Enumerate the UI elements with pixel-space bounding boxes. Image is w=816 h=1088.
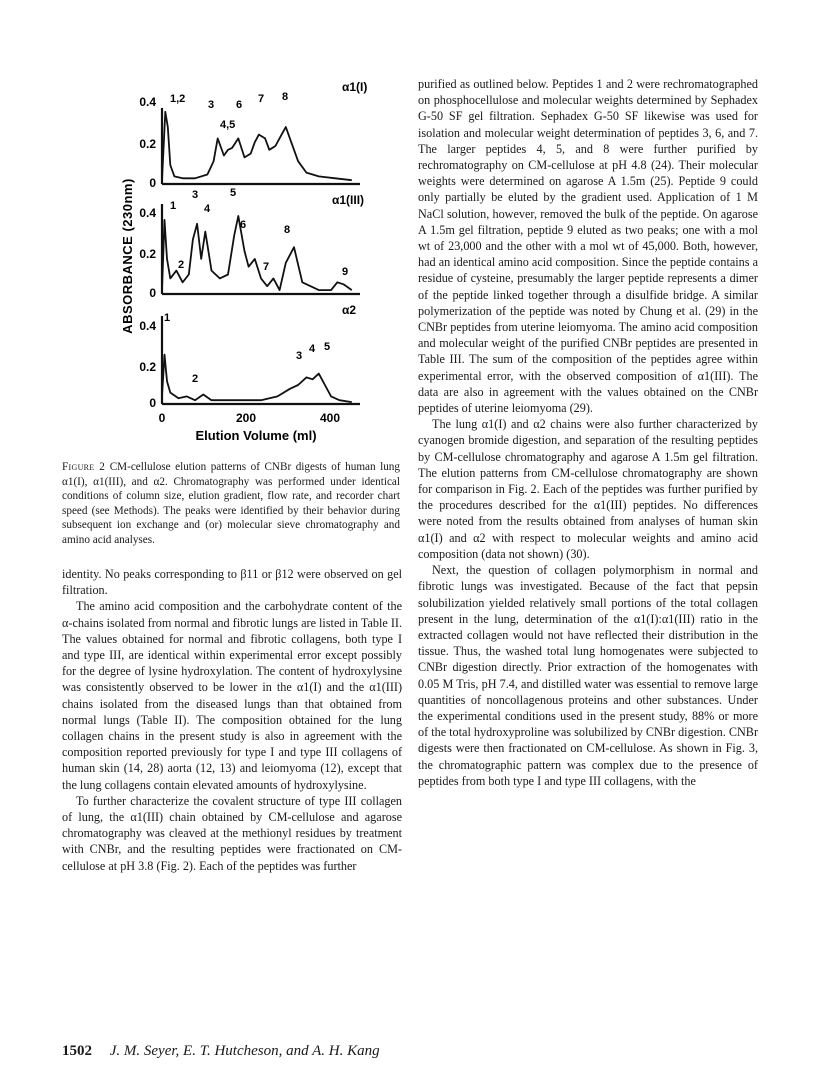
panel2-label: α1(III) (332, 193, 365, 207)
panel2-peak-5: 5 (230, 187, 237, 199)
left-paragraph-3: To further characterize the covalent structure of type III collagen of lung, the α1(III) chain obtained by CM-cellulose and agarose chromatography was cleaved at the methionyl residues by treatment with CNBr, and the resulting peptides were fractionated on CM-cellulose at pH 3.8 (Fig. 2). Each of the peptides was further (62, 793, 402, 873)
series-line-3 (162, 355, 352, 403)
panel1-tick-0.4: 0.4 (139, 95, 156, 109)
panel1-peak-8: 8 (282, 91, 289, 103)
left-paragraph-1: identity. No peaks corresponding to β11 or β12 were observed on gel filtration. (62, 567, 402, 598)
footer-authors: J. M. Seyer, E. T. Hutcheson, and A. H. Kang (109, 1043, 380, 1059)
panel1-tick-0: 0 (149, 176, 156, 190)
panel2-peak-9: 9 (342, 266, 349, 278)
panel3-label: α2 (342, 303, 357, 317)
right-paragraph-1: purified as outlined below. Peptides 1 and 2 were rechromatographed on phosphocellulose and molecular weights determined by Sephadex G-50 SF gel filtration. Sephadex G-50 SF likewise was used for isolation and molecular weight determination of peptides 3, 6, and 7. The larger peptides 4, 5, and 8 were further purified by rechromatography on CM-cellulose at pH 4.8 (24). Their molecular weights were determined on agarose A 1.5m (25). Peptide 9 could only partially be eluted by the gradient used. Application of 1 M NaCl solution, however, removed the bulk of the peptide. On agarose A 1.5m gel filtration, peptide 9 eluted as two peaks; one with a mol wt of 23,000 and the other with a mol wt of 45,000. Both, however, had an identical amino acid composition. Since the peptide contains a residue of cysteine, presumably the larger peptide represents a dimer of the peptide linked together through a disulfide bridge. A similar polymerization of the peptide was noted by Chung et al. (29) in the CNBr peptides from uterine leiomyoma. The amino acid composition and molecular weight of the purified CNBr peptides are presented in Table III. The sum of the composition of the peptides agree within experimental error, with the observed composition of α1(III). The data are also in agreement with the values obtained on the CNBr peptides of uterine leiomyoma (29). (418, 77, 758, 416)
chromatogram-svg (60, 76, 404, 458)
panel2-peak-7: 7 (263, 261, 270, 273)
panel3-peak-4: 4 (309, 343, 316, 355)
panel1-peak-1-2: 1,2 (170, 93, 186, 105)
right-paragraph-3: Next, the question of collagen polymorphism in normal and fibrotic lungs was investigated. Because of the fact that pepsin solubilization yielded relatively small portions of the total collagen present in the lung, determination of the α1(I):α1(III) ratio in the extracted collagen would not have reflected their distribution in the tissue. Thus, the washed total lung homogenates were subjected to CNBr digestion directly. Prior extraction of the homogenates with 0.05 M Tris, pH 7.4, and distilled water was essential to remove large quantities of noncollagenous proteins and other substances. Under the experimental conditions used in the present study, 88% or more of the total hydroxyproline was solubilized by CNBr digestion. CNBr digests were then fractionated on CM-cellulose. As shown in Fig. 3, the chromatographic pattern was complex due to the presence of peptides from both type I and type III collagens, with the (418, 563, 758, 788)
panel2-peak-8: 8 (284, 224, 291, 236)
right-column (418, 76, 758, 789)
panel3-peak-1: 1 (164, 312, 171, 324)
right-paragraph-2: The lung α1(I) and α2 chains were also further characterized by cyanogen bromide digestion, and separation of the resulting peptides by CM-cellulose chromatography and agarose A 1.5m gel filtration. The elution patterns from CM-cellulose chromatography are shown for comparison in Fig. 2. Each of the peptides was further purified by the procedures described for the α1(III) peptides. No differences were noted from the results obtained from analyses of human skin α1(I) and α2 with respect to molecular weights and amino acid composition (data not shown) (30). (418, 417, 758, 561)
panel1-peak-4-5: 4,5 (220, 119, 236, 131)
panel1-peak-6: 6 (236, 99, 243, 111)
panel3-peak-5: 5 (324, 341, 331, 353)
series-line-1 (162, 112, 352, 180)
panel2-tick-0: 0 (149, 286, 156, 300)
panel3-tick-0.2: 0.2 (139, 360, 156, 374)
left-column (62, 566, 402, 874)
panel2-peak-3: 3 (192, 189, 199, 201)
panel2-peak-2: 2 (178, 259, 185, 271)
panel1-label: α1(I) (342, 80, 368, 94)
caption-text: CM-cellulose elution patterns of CNBr digests of human lung α1(I), α1(III), and α2. Chromatography was performed under identical conditions of column size, elution gradient, flow rate, and recorder chart speed (see Methods). The peaks were identified by their behavior during subsequent ion exchange and (or) molecular sieve chromatography and amino acid analyses. (62, 461, 400, 546)
panel3-tick-0.4: 0.4 (139, 319, 156, 333)
panel-alpha1-III (139, 187, 364, 300)
x-tick-400: 400 (319, 411, 341, 425)
panel1-tick-0.2: 0.2 (139, 137, 156, 151)
panel2-peak-6: 6 (240, 219, 247, 231)
left-paragraph-2: The amino acid composition and the carbohydrate content of the α-chains isolated from normal and fibrotic lungs are listed in Table II. The values obtained for normal and fibrotic collagens, both type I and type III, are identical within experimental error except possibly for the degree of lysine hydroxylation. The content of hydroxylysine was consistently observed to be lower in the α1(I) and the α1(III) chains isolated from the diseased lungs than that obtained from normal lungs (Table II). The composition obtained for the lung collagen chains in the present study is also in agreement with the composition reported previously for type I and type III collagens of human skin (14, 28) aorta (12, 13) and leiomyoma (12), except that the lung collagens contain elevated amounts of hydroxylysine. (62, 599, 402, 792)
panel1-peak-3: 3 (208, 99, 215, 111)
x-axis-label: Elution Volume (ml) (195, 428, 317, 443)
figure-caption (62, 460, 400, 548)
panel2-tick-0.2: 0.2 (139, 247, 156, 261)
x-tick-200: 200 (235, 411, 257, 425)
page-footer (62, 1042, 762, 1060)
panel2-tick-0.4: 0.4 (139, 206, 156, 220)
panel3-peak-2: 2 (192, 373, 199, 385)
series-line-2 (162, 216, 352, 290)
panel3-peak-3: 3 (296, 350, 303, 362)
panel2-peak-1: 1 (170, 200, 177, 212)
panel1-peak-7: 7 (258, 93, 265, 105)
page-number: 1502 (62, 1043, 92, 1059)
x-tick-0: 0 (158, 411, 166, 425)
caption-label: Figure 2 (62, 461, 106, 473)
panel2-peak-4: 4 (204, 203, 211, 215)
figure-2-chart (60, 76, 404, 458)
panel3-tick-0: 0 (149, 396, 156, 410)
series-layer (162, 112, 352, 402)
y-axis-label: ABSORBANCE (230nm) (120, 178, 135, 334)
panel-alpha2 (139, 303, 360, 443)
